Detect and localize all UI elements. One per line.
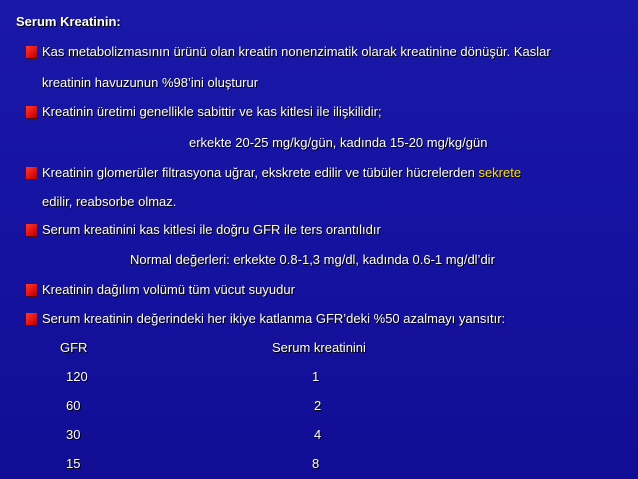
- p6-text: Serum kreatinin değerindeki her ikiye katlanma GFR’deki %50 azalmayı yansıtır:: [42, 311, 506, 326]
- bullet-square-icon: [26, 46, 37, 58]
- table-cell-creatinine: 8: [312, 456, 320, 471]
- slide-title: Serum Kreatinin:: [16, 14, 121, 29]
- table-cell-creatinine: 1: [312, 369, 320, 384]
- p4-text: Serum kreatinini kas kitlesi ile doğru GFR ile ters orantılıdır: [42, 222, 381, 237]
- p1-line1: Kas metabolizmasının ürünü olan kreatin nonenzimatik olarak kreatinine dönüşür. Kaslar: [42, 44, 551, 59]
- table-cell-creatinine: 4: [314, 427, 322, 442]
- table-header-gfr: GFR: [60, 340, 88, 355]
- p4-sub-text: Normal değerleri: erkekte 0.8-1,3 mg/dl, kadında 0.6-1 mg/dl’dir: [130, 252, 495, 267]
- p2-sub-text: erkekte 20-25 mg/kg/gün, kadında 15-20 mg/kg/gün: [189, 135, 488, 150]
- table-cell-gfr: 120: [66, 369, 88, 384]
- p5-text: Kreatinin dağılım volümü tüm vücut suyudur: [42, 282, 295, 297]
- p3-highlight-word: sekrete: [478, 165, 522, 180]
- p1-line2: kreatinin havuzunun %98’ini oluşturur: [42, 75, 259, 90]
- table-header-creatinine: Serum kreatinini: [272, 340, 366, 355]
- p3-line1: [42, 165, 521, 180]
- bullet-square-icon: [26, 167, 37, 179]
- bullet-square-icon: [26, 313, 37, 325]
- p3-line2: edilir, reabsorbe olmaz.: [42, 194, 177, 209]
- bullet-square-icon: [26, 224, 37, 236]
- table-cell-gfr: 60: [66, 398, 81, 413]
- table-cell-gfr: 15: [66, 456, 81, 471]
- bullet-square-icon: [26, 106, 37, 118]
- p2-text: Kreatinin üretimi genellikle sabittir ve kas kitlesi ile ilişkilidir;: [42, 104, 382, 119]
- p3-line1-text: Kreatinin glomerüler filtrasyona uğrar, ekskrete edilir ve tübüler hücrelerden: [42, 165, 479, 180]
- table-cell-gfr: 30: [66, 427, 81, 442]
- table-cell-creatinine: 2: [314, 398, 322, 413]
- bullet-square-icon: [26, 284, 37, 296]
